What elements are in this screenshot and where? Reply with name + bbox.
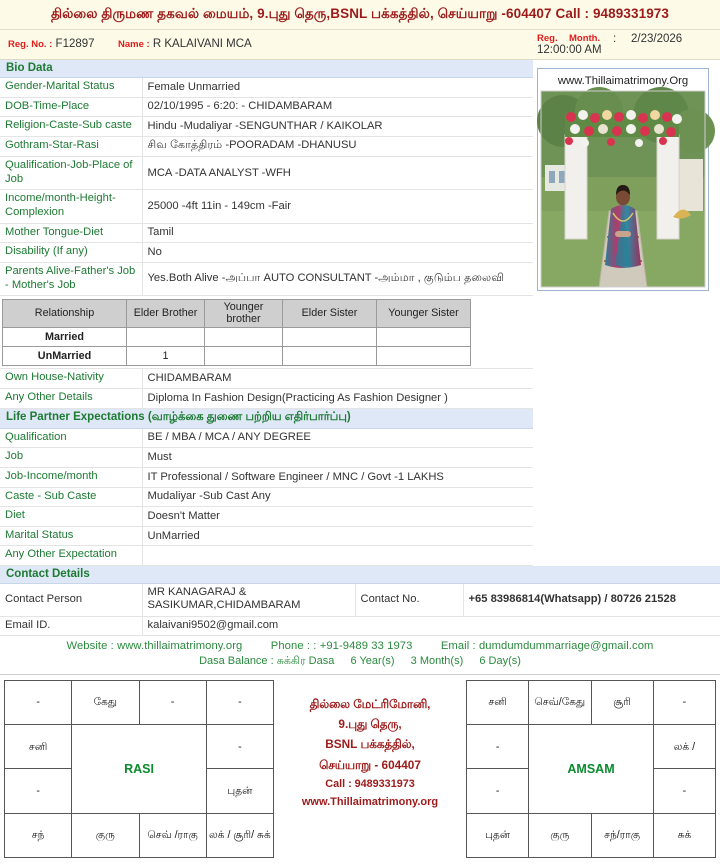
row-value: Must xyxy=(142,448,533,468)
row-key: Marital Status xyxy=(0,526,142,546)
ad-line-5: Call : 9489331973 xyxy=(325,777,415,790)
table-row xyxy=(0,487,533,507)
contact-person-value: MR KANAGARAJ & SASIKUMAR,CHIDAMBARAM xyxy=(142,584,355,616)
bio-data-table xyxy=(0,78,533,296)
reg-no-label: Reg. No. : xyxy=(8,39,53,50)
reg-colon: : xyxy=(613,33,617,45)
email-id-value[interactable]: kalaivani9502@gmail.com xyxy=(142,616,720,635)
center-advertisement xyxy=(274,680,466,858)
footer-website[interactable]: Website : www.thillaimatrimony.org xyxy=(66,639,243,652)
dasa-balance-label: Dasa Balance : சுக்கிர Dasa xyxy=(199,654,335,667)
chart-row xyxy=(5,725,274,769)
row-key: Parents Alive-Father's Job - Mother's Job xyxy=(0,262,142,295)
contact-number-value[interactable]: +65 83986814(Whatsapp) / 80726 21528 xyxy=(463,584,720,616)
candidate-name xyxy=(118,38,252,50)
rasi-cell-r3c2: செவ் /ராகு xyxy=(139,813,206,857)
cell-unmarried-elder-brother: 1 xyxy=(127,347,205,366)
registration-number xyxy=(8,38,95,50)
dasa-months: 3 Month(s) xyxy=(410,654,464,667)
horoscope-section xyxy=(0,674,720,864)
registration-month xyxy=(537,33,712,56)
row-key: DOB-Time-Place xyxy=(0,97,142,117)
amsam-chart xyxy=(466,680,716,858)
page-banner: தில்லை திருமண தகவல் மையம், 9.புது தெரு,BSNL பக்கத்தில், செய்யாறு -604407 Call : 9489331973 xyxy=(0,0,720,30)
row-value: Yes.Both Alive -அப்பா AUTO CONSULTANT -அம்மா , குடும்ப தலைவி xyxy=(142,262,533,295)
amsam-cell-r3c0: புதன் xyxy=(467,813,529,857)
table-row xyxy=(0,467,533,487)
column-header-younger-brother: Younger brother xyxy=(205,300,283,328)
table-row xyxy=(0,616,720,635)
table-row xyxy=(0,369,533,388)
chart-row xyxy=(467,813,716,857)
row-label-married: Married xyxy=(3,328,127,347)
sibling-table-wrapper xyxy=(0,296,533,369)
email-id-label: Email ID. xyxy=(0,616,142,635)
dasa-balance-line xyxy=(0,652,720,674)
reg-label: Reg. xyxy=(537,33,558,44)
table-row xyxy=(0,448,533,468)
dasa-days: 6 Day(s) xyxy=(479,654,521,667)
sibling-table xyxy=(2,299,471,366)
amsam-cell-r2c3: - xyxy=(653,769,715,813)
row-label-unmarried: UnMarried xyxy=(3,347,127,366)
rasi-cell-r0c3: - xyxy=(206,680,273,724)
amsam-cell-r3c2: சந்/ராகு xyxy=(591,813,653,857)
cell-married-younger-sister xyxy=(377,328,471,347)
registration-row xyxy=(0,30,720,60)
amsam-cell-r0c2: சூரி xyxy=(591,680,653,724)
row-key: Qualification xyxy=(0,429,142,448)
reg-time-value: 12:00:00 AM xyxy=(537,44,602,56)
table-row xyxy=(3,347,471,366)
row-key: Mother Tongue-Diet xyxy=(0,223,142,243)
rasi-cell-r1c0: சனி xyxy=(5,725,72,769)
contact-person-label: Contact Person xyxy=(0,584,142,616)
table-row xyxy=(0,388,533,408)
row-value: MCA -DATA ANALYST -WFH xyxy=(142,156,533,189)
photo-box xyxy=(537,68,709,291)
footer-contact-line xyxy=(0,636,720,652)
section-bio-data: Bio Data xyxy=(0,60,533,78)
section-contact-details: Contact Details xyxy=(0,566,720,584)
footer-email[interactable]: Email : dumdumdummarriage@gmail.com xyxy=(440,639,654,652)
ad-line-2: 9.புது தெரு, xyxy=(338,717,402,732)
table-row xyxy=(0,97,533,117)
row-key: Gender-Marital Status xyxy=(0,78,142,97)
row-key: Gothram-Star-Rasi xyxy=(0,136,142,156)
contact-table xyxy=(0,584,720,636)
cell-married-elder-brother xyxy=(127,328,205,347)
amsam-cell-r3c1: குரு xyxy=(529,813,591,857)
row-value: Hindu -Mudaliyar -SENGUNTHAR / KAIKOLAR xyxy=(142,117,533,137)
cell-unmarried-younger-sister xyxy=(377,347,471,366)
chart-row xyxy=(467,725,716,769)
bride-photo xyxy=(541,91,705,287)
row-key: Qualification-Job-Place of Job xyxy=(0,156,142,189)
rasi-cell-r2c3: புதன் xyxy=(206,769,273,813)
amsam-cell-r1c3: லக் / xyxy=(653,725,715,769)
table-row xyxy=(3,328,471,347)
amsam-cell-r1c0: - xyxy=(467,725,529,769)
column-header-elder-sister: Elder Sister xyxy=(283,300,377,328)
expectations-table xyxy=(0,429,533,567)
row-key: Own House-Nativity xyxy=(0,369,142,388)
name-value: R KALAIVANI MCA xyxy=(152,38,252,50)
table-row xyxy=(0,429,533,448)
table-row xyxy=(0,243,533,263)
row-value: BE / MBA / MCA / ANY DEGREE xyxy=(142,429,533,448)
chart-row xyxy=(5,680,274,724)
reg-date-value: 2/23/2026 xyxy=(631,33,683,45)
row-key: Caste - Sub Caste xyxy=(0,487,142,507)
table-row xyxy=(0,190,533,223)
rasi-cell-r0c2: - xyxy=(139,680,206,724)
amsam-cell-r2c0: - xyxy=(467,769,529,813)
row-value: CHIDAMBARAM xyxy=(142,369,533,388)
row-value: UnMarried xyxy=(142,526,533,546)
table-row xyxy=(0,526,533,546)
row-key: Religion-Caste-Sub caste xyxy=(0,117,142,137)
ad-line-6[interactable]: www.Thillaimatrimony.org xyxy=(301,796,439,809)
table-row xyxy=(0,117,533,137)
table-row xyxy=(0,156,533,189)
rasi-cell-r1c3: - xyxy=(206,725,273,769)
row-value: 02/10/1995 - 6:20: - CHIDAMBARAM xyxy=(142,97,533,117)
row-key: Income/month-Height-Complexion xyxy=(0,190,142,223)
row-key: Disability (If any) xyxy=(0,243,142,263)
ad-line-1: தில்லை மேட்ரிமோனி, xyxy=(309,696,431,711)
ad-line-3: BSNL பக்கத்தில், xyxy=(325,737,415,752)
rasi-cell-r3c0: சந் xyxy=(5,813,72,857)
table-header-row xyxy=(3,300,471,328)
row-key: Diet xyxy=(0,507,142,527)
table-row xyxy=(0,262,533,295)
row-value: No xyxy=(142,243,533,263)
table-row xyxy=(0,584,720,616)
row-key: Any Other Details xyxy=(0,388,142,408)
chart-row xyxy=(5,813,274,857)
table-row xyxy=(0,507,533,527)
photo-caption: www.Thillaimatrimony.Org xyxy=(541,72,705,91)
dasa-years: 6 Year(s) xyxy=(350,654,395,667)
rasi-chart xyxy=(4,680,274,858)
cell-married-elder-sister xyxy=(283,328,377,347)
amsam-cell-r3c3: சுக் xyxy=(653,813,715,857)
rasi-cell-r0c0: - xyxy=(5,680,72,724)
column-header-elder-brother: Elder Brother xyxy=(127,300,205,328)
amsam-cell-r0c0: சனி xyxy=(467,680,529,724)
rasi-chart-title: RASI xyxy=(72,725,207,814)
month-label: Month. xyxy=(569,33,601,44)
rasi-cell-r3c1: குரு xyxy=(72,813,139,857)
table-row xyxy=(0,136,533,156)
row-key: Job xyxy=(0,448,142,468)
ad-line-4: செய்யாறு - 604407 xyxy=(319,757,421,772)
rasi-cell-r0c1: கேது xyxy=(72,680,139,724)
amsam-cell-r0c3: - xyxy=(653,680,715,724)
contact-number-label: Contact No. xyxy=(355,584,463,616)
name-label: Name : xyxy=(118,39,150,50)
row-value: Tamil xyxy=(142,223,533,243)
footer-phone: Phone : : +91-9489 33 1973 xyxy=(270,639,413,652)
row-value: Diploma In Fashion Design(Practicing As Fashion Designer ) xyxy=(142,388,533,408)
chart-row xyxy=(467,680,716,724)
row-value: IT Professional / Software Engineer / MNC / Govt -1 LAKHS xyxy=(142,467,533,487)
rasi-cell-r2c0: - xyxy=(5,769,72,813)
row-value xyxy=(142,546,533,566)
row-value: Doesn't Matter xyxy=(142,507,533,527)
amsam-chart-title: AMSAM xyxy=(529,725,654,814)
cell-unmarried-elder-sister xyxy=(283,347,377,366)
bio-data-tail-table xyxy=(0,369,533,408)
amsam-cell-r0c1: செவ்/கேது xyxy=(529,680,591,724)
row-value: Mudaliyar -Sub Cast Any xyxy=(142,487,533,507)
photo-column xyxy=(533,60,720,291)
cell-married-younger-brother xyxy=(205,328,283,347)
column-header-relationship: Relationship xyxy=(3,300,127,328)
reg-no-value: F12897 xyxy=(55,38,95,50)
row-value: சிவ கோத்திரம் -POORADAM -DHANUSU xyxy=(142,136,533,156)
row-key: Job-Income/month xyxy=(0,467,142,487)
table-row xyxy=(0,78,533,97)
table-row xyxy=(0,546,533,566)
row-key: Any Other Expectation xyxy=(0,546,142,566)
cell-unmarried-younger-brother xyxy=(205,347,283,366)
column-header-younger-sister: Younger Sister xyxy=(377,300,471,328)
row-value: Female Unmarried xyxy=(142,78,533,97)
rasi-cell-r3c3: லக் / சூரி/ சுக் xyxy=(206,813,273,857)
table-row xyxy=(0,223,533,243)
row-value: 25000 -4ft 11in - 149cm -Fair xyxy=(142,190,533,223)
section-life-partner-expectations: Life Partner Expectations (வாழ்க்கை துணை பற்றிய எதிர்பார்ப்பு) xyxy=(0,409,533,429)
